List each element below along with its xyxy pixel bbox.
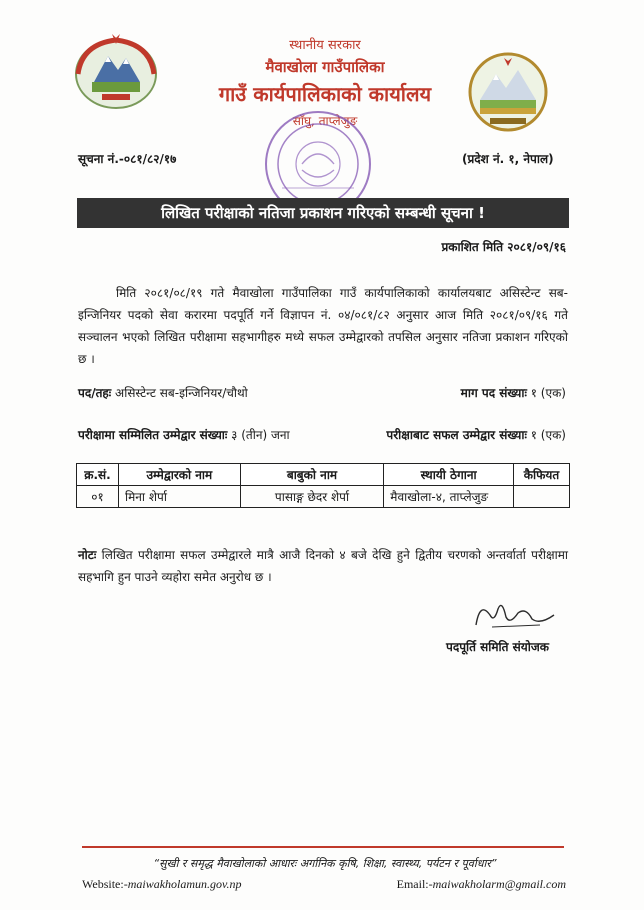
passed-field — [386, 426, 566, 443]
participants-label: परीक्षामा सम्मिलित उम्मेद्वार संख्याः — [78, 428, 228, 442]
signature-icon — [470, 595, 560, 633]
demand-label: माग पद संख्याः — [460, 386, 527, 400]
published-date: प्रकाशित मिति २०८१/०९/१६ — [441, 240, 566, 254]
col-remarks: कैफियत — [514, 464, 570, 486]
note-label: नोटः — [78, 548, 97, 562]
passed-value: १ (एक) — [530, 428, 566, 442]
col-address: स्थायी ठेगाना — [384, 464, 514, 486]
col-father-name: बाबुको नाम — [240, 464, 384, 486]
col-candidate-name: उम्मेद्वारको नाम — [118, 464, 240, 486]
notice-body: मिति २०८१/०८/१९ गते मैवाखोला गाउँपालिका गाउँ कार्यपालिकाको कार्यालयबाट असिस्टेन्ट सब-इन्जिनियर पदको सेवा करारमा पदपूर्ति गर्ने विज्ञापन नं. ०४/०८१/८२ अनुसार आज मिति २०८१/०९/१६ गते सञ्चालन भएको लिखित परीक्षामा सहभागीहरु मध्ये सफल उम्मेद्वारको तपसिल अनुसार नतिजा प्रकाशन गरिएको छ । — [78, 286, 568, 366]
footer-slogan: “सुखी र समृद्ध मैवाखोलाको आधारः अर्गानिक कृषि, शिक्षा, स्वास्थ्य, पर्यटन र पूर्वाधार” — [153, 857, 497, 870]
participants-value: ३ (तीन) जना — [231, 428, 290, 442]
signatory-title: पदपूर्ति समिति संयोजक — [446, 640, 549, 654]
cell-address: मैवाखोला-४, ताप्लेजुङ — [384, 486, 514, 508]
post-label: पद/तहः — [78, 386, 112, 400]
cell-candidate-name: मिना शेर्पा — [118, 486, 240, 508]
cell-father-name: पासाङ्ग छेदर शेर्पा — [240, 486, 384, 508]
cell-remarks — [514, 486, 570, 508]
province-label: (प्रदेश नं. १, नेपाल) — [462, 152, 554, 166]
demand-value: १ (एक) — [530, 386, 566, 400]
website-link[interactable]: maiwakholamun.gov.np — [127, 877, 242, 891]
header-address: साँघु, ताप्लेजुङ — [292, 114, 358, 128]
municipality-logo-icon — [466, 50, 550, 134]
results-table — [76, 463, 570, 508]
footer-email — [397, 877, 566, 892]
col-serial: क्र.सं. — [77, 464, 119, 486]
participants-field — [78, 426, 290, 443]
notice-title: लिखित परीक्षाको नतिजा प्रकाशन गरिएको सम्बन्धी सूचना ! — [77, 198, 569, 228]
header-municipality-name: मैवाखोला गाउँपालिका — [265, 58, 385, 76]
demand-field — [461, 384, 566, 401]
note-text: लिखित परीक्षामा सफल उम्मेद्वारले मात्रै आजै दिनको ४ बजे देखि हुने द्वितीय चरणको अन्तर्वार्ता परीक्षामा सहभागि हुन पाउने व्यहोरा समेत अनुरोध छ । — [78, 548, 568, 584]
passed-label: परीक्षाबाट सफल उम्मेद्वार संख्याः — [386, 428, 527, 442]
table-row — [77, 486, 570, 508]
email-link[interactable]: maiwakholarm@gmail.com — [432, 877, 566, 891]
footer-divider — [82, 846, 564, 848]
website-label: Website:- — [82, 877, 128, 891]
post-value: असिस्टेन्ट सब-इन्जिनियर/चौथो — [115, 386, 248, 400]
header-government-label: स्थानीय सरकार — [289, 38, 361, 53]
note-paragraph — [78, 544, 568, 588]
notice-number: सूचना नं.-०८१/८२/१७ — [78, 152, 177, 166]
nepal-emblem-icon — [72, 30, 160, 110]
email-label: Email:- — [396, 877, 433, 891]
footer-website — [82, 877, 241, 892]
post-field — [78, 384, 248, 401]
table-header-row — [77, 464, 570, 486]
cell-serial: ०१ — [77, 486, 119, 508]
header-office-name: गाउँ कार्यपालिकाको कार्यालय — [218, 82, 432, 106]
